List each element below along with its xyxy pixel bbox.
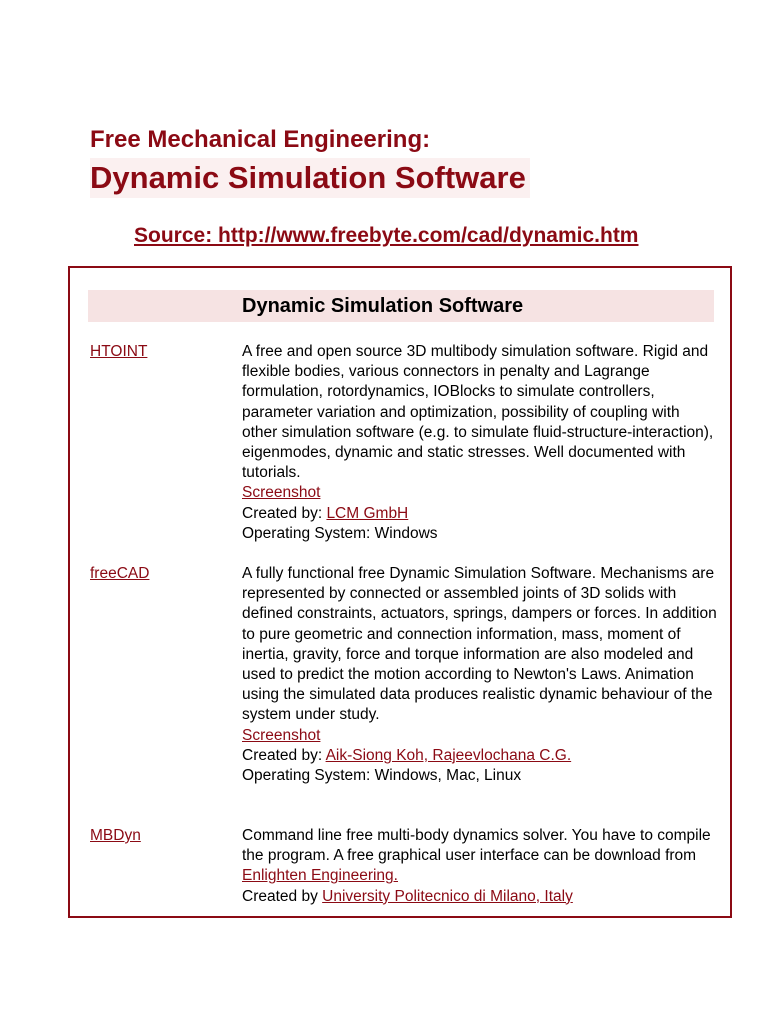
download-link[interactable]: Enlighten Engineering. [242, 867, 398, 885]
screenshot-link[interactable]: Screenshot [242, 726, 321, 744]
creator-link[interactable]: University Politecnico di Milano, Italy [322, 887, 573, 905]
source-link[interactable]: Source: http://www.freebyte.com/cad/dynamic.htm [134, 224, 639, 247]
description-text: Command line free multi-body dynamics solver. You have to compile the program. A free graphical user interface can be download from [242, 827, 711, 865]
operating-system: Operating System: Windows [242, 524, 438, 542]
created-by-label: Created by: [242, 504, 327, 522]
software-description [242, 826, 717, 907]
table-header [88, 290, 714, 322]
creator-link[interactable]: Aik-Siong Koh, Rajeevlochana C.G. [325, 746, 572, 764]
heading-subtitle: Free Mechanical Engineering: [90, 126, 431, 153]
screenshot-link[interactable]: Screenshot [242, 484, 321, 502]
table-header-title: Dynamic Simulation Software [242, 295, 524, 317]
description-text: A free and open source 3D multibody simulation software. Rigid and flexible bodies, various connectors in penalty and Lagrange formulation, rotordynamics, IOBlocks to simulate controllers, parameter variation and optimization, possibility of coupling with other simulation software (e.g. to simulate fluid-structure-interaction), eigenmodes, dynamic and static stresses. Well documented with tutorials. [242, 343, 714, 482]
created-by-label: Created by: [242, 746, 326, 764]
description-text: A fully functional free Dynamic Simulation Software. Mechanisms are represented by connected or assembled joints of 3D solids with defined constraints, actuators, springs, dampers or forces. In addition to pure geometric and connection information, mass, moment of inertia, gravity, force and torque information are also modeled and used to predict the motion according to Newton's Laws. Animation using the simulated data produces realistic dynamic behaviour of the system under study. [242, 565, 717, 724]
created-by-label: Created by [242, 887, 323, 905]
software-link-htoint[interactable]: HTOINT [90, 343, 148, 360]
software-description [242, 342, 717, 544]
software-link-mbdyn[interactable]: MBDyn [90, 827, 141, 844]
software-link-freecad[interactable]: freeCAD [90, 565, 150, 582]
page-title: Dynamic Simulation Software [90, 158, 530, 198]
page-heading [90, 124, 710, 198]
operating-system: Operating System: Windows, Mac, Linux [242, 767, 522, 785]
software-table [68, 266, 732, 918]
software-description [242, 564, 717, 786]
creator-link[interactable]: LCM GmbH [326, 504, 409, 522]
